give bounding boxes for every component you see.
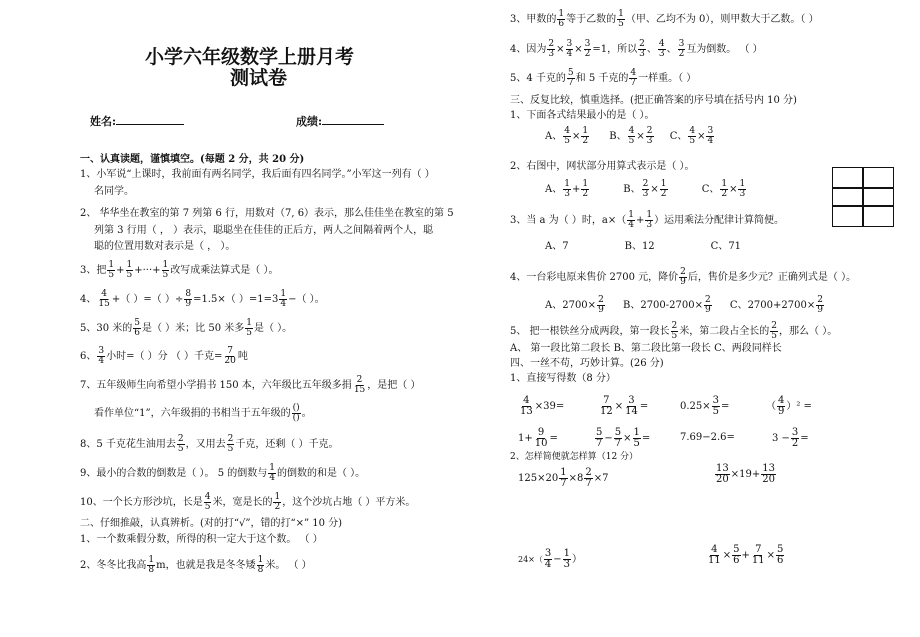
calc-4: （ $\frac{4}{9}$ ）² = [766, 395, 812, 417]
s2-q1: 1、一个数乘假分数，所得的积一定大于这个数。 （ ） [80, 534, 323, 545]
s1-q9: 9、最小的合数的倒数是（ ）。 5 的倒数与 $\frac{1}{4}$ 的倒数的和是（ ）。 [80, 463, 366, 483]
s2-q2: 2、冬冬比我高 $\frac{1}{8}$ m，也就是我是冬冬矮 $\frac{1}{8}$ 米。 （ ） [80, 555, 312, 575]
s4-sub2: 2、怎样简便就怎样算（12 分） [510, 452, 639, 462]
s3-q5: 5、 把一根铁丝分成两段，第一段长 $\frac{2}{5}$ 米，第二段占全长的 $\frac{2}{5}$ ，那么（ ）。 [510, 321, 838, 341]
grid-figure [832, 167, 894, 227]
expr-1: 125×20 $\frac{1}{7}$ ×8 $\frac{2}{7}$ ×7 [518, 467, 609, 489]
s1-q10: 10、一个长方形沙坑，长是 $\frac{4}{5}$ 米，宽是长的 $\frac{1}{2}$ ，这个沙坑占地（ ）平方米。 [80, 492, 416, 512]
s1-q1-line1: 1、小军说“上课时，我前面有两名同学，我后面有四名同学。”小军这一列有（ ） [80, 169, 435, 180]
title-line1: 小学六年级数学上册月考 [145, 46, 355, 68]
section1-header: 一、认真读题，谨慎填空。(每题 2 分，共 20 分) [80, 154, 305, 165]
expr-3: 24×（ $\frac{3}{4}$ − $\frac{1}{3}$ ） [518, 548, 583, 570]
s1-q2-line2: 列第 3 行用（ ， ）表示，聪聪坐在佳佳的正后方，两人之间隔着两个人，聪 [94, 225, 434, 236]
expr-4: $\frac{4}{11}$ × $\frac{5}{6}$ + $\frac{7}{11}$ × $\frac{5}{6}$ [708, 544, 784, 566]
s2-q5: 5、4 千克的 $\frac{5}{7}$ 和 5 千克的 $\frac{4}{7}$ 一样重。（ ） [510, 68, 697, 88]
s4-sub1: 1、直接写得数（8 分） [510, 373, 616, 384]
name-label: 姓名: [90, 115, 117, 128]
s3-q5-options: A、 第一段比第二段长 B、第二段比第一段长 C、两段同样长 [510, 343, 782, 354]
calc-6: $\frac{5}{7}$ − $\frac{5}{7}$ × $\frac{1}{5}$ = [596, 427, 651, 449]
s3-q2: 2、右图中，网状部分用算式表示是（ ）。 [510, 161, 695, 172]
s1-q1-line2: 名同学。 [94, 186, 134, 197]
s1-q2-line1: 2、 华华坐在教室的第 7 列第 6 行，用数对（7, 6）表示，那么佳佳坐在教室的第 5 [80, 208, 454, 219]
calc-8: 3 − $\frac{3}{2}$ = [772, 427, 809, 449]
s1-q2-line3: 聪的位置用数对表示是（ ， ）。 [94, 241, 236, 252]
s2-q3: 3、甲数的 $\frac{1}{6}$ 等于乙数的 $\frac{1}{5}$ （甲、乙均不为 0），则甲数大于乙数。（ ） [510, 9, 819, 29]
score-label: 成绩: [296, 115, 323, 128]
section3-header: 三、反复比较，慎重选择。(把正确答案的序号填在括号内 10 分) [510, 95, 797, 106]
s3-q1: 1、下面各式结果最小的是（ ）。 [510, 110, 655, 121]
s1-q3: 3、把 $\frac{1}{5}$ + $\frac{1}{5}$ +···+ $\frac{1}{5}$ 改写成乘法算式是（ ）。 [80, 260, 279, 280]
s3-q2-options: A、 $\frac{1}{3}$ + $\frac{1}{2}$ B、 $\frac{2}{3}$ × $\frac{1}{2}$ C、 $\frac{1}{2}$ × $\frac{1}{3}$ [545, 179, 746, 199]
s3-q1-options: A、 $\frac{4}{5}$ × $\frac{1}{2}$ B、 $\frac{4}{5}$ × $\frac{2}{3}$ C、 $\frac{4}{5}$ × $\frac{3}{4}$ [545, 126, 714, 146]
s2-q4: 4、因为 $\frac{2}{3}$ × $\frac{3}{4}$ × $\frac{3}{2}$ =1，所以 $\frac{2}{3}$ 、 $\frac{4}{3}$ 、 $\frac{3}{2}$ 互为倒数。 （ ） [510, 39, 763, 59]
s3-q3: 3、当 a 为（ ）时，a×（ $\frac{1}{4}$ + $\frac{1}{3}$ ）运用乘法分配律计算简便。 [510, 210, 785, 230]
s1-q5: 5、30 米的 $\frac{5}{6}$ 是（ ）米；比 50 米多 $\frac{1}{5}$ 是（ ）。 [80, 318, 293, 338]
s1-q7-line1: 7、五年级师生向希望小学捐书 150 本，六年级比五年级多捐 $\frac{2}{15}$ ，是把（ ） [80, 375, 421, 395]
s3-q3-options: A、7 B、12 C、71 [545, 241, 742, 252]
name-field [90, 115, 184, 129]
calc-2: $\frac{7}{12}$ × $\frac{3}{14}$ = [600, 395, 649, 417]
calc-5: 1+ $\frac{9}{10}$ = [518, 427, 558, 449]
expr-2: $\frac{13}{20}$ ×19+ $\frac{13}{20}$ [716, 463, 775, 485]
score-field [296, 115, 384, 129]
calc-1: $\frac{4}{13}$ ×39= [520, 395, 565, 417]
s1-q8: 8、5 千克花生油用去 $\frac{2}{5}$ ，又用去 $\frac{2}{5}$ 千克，还剩（ ）千克。 [80, 434, 339, 454]
s3-q4: 4、一台彩电原来售价 2700 元，降价 $\frac{2}{9}$ 后，售价是多少元？正确列式是（ ）。 [510, 267, 857, 287]
s1-q4: 4、 $\frac{4}{15}$ +（ ）=（ ）÷ $\frac{8}{9}$ =1.5×（ ）=1=3 $\frac{1}{4}$ −（ ）。 [80, 289, 325, 309]
section2-header: 二、仔细推敲，认真辨析。(对的打“√”，错的打“×” 10 分) [80, 518, 343, 529]
section4-header: 四、一丝不苟，巧妙计算。(26 分) [510, 358, 664, 369]
s1-q6: 6、 $\frac{3}{4}$ 小时=（ ）分 （ ）千克= $\frac{7}{20}$ 吨 [80, 346, 248, 366]
title-line2: 测试卷 [230, 67, 288, 89]
s3-q4-options: A、2700× $\frac{2}{9}$ B、2700-2700× $\frac{2}{9}$ C、2700+2700× $\frac{2}{9}$ [545, 295, 823, 315]
calc-7: 7.69−2.6= [680, 432, 735, 443]
calc-3: 0.25× $\frac{3}{5}$ = [680, 395, 730, 417]
s1-q7-line2: 看作单位“1”，六年级捐的书相当于五年级的 $\frac{()}{()}$ 。 [94, 403, 312, 423]
